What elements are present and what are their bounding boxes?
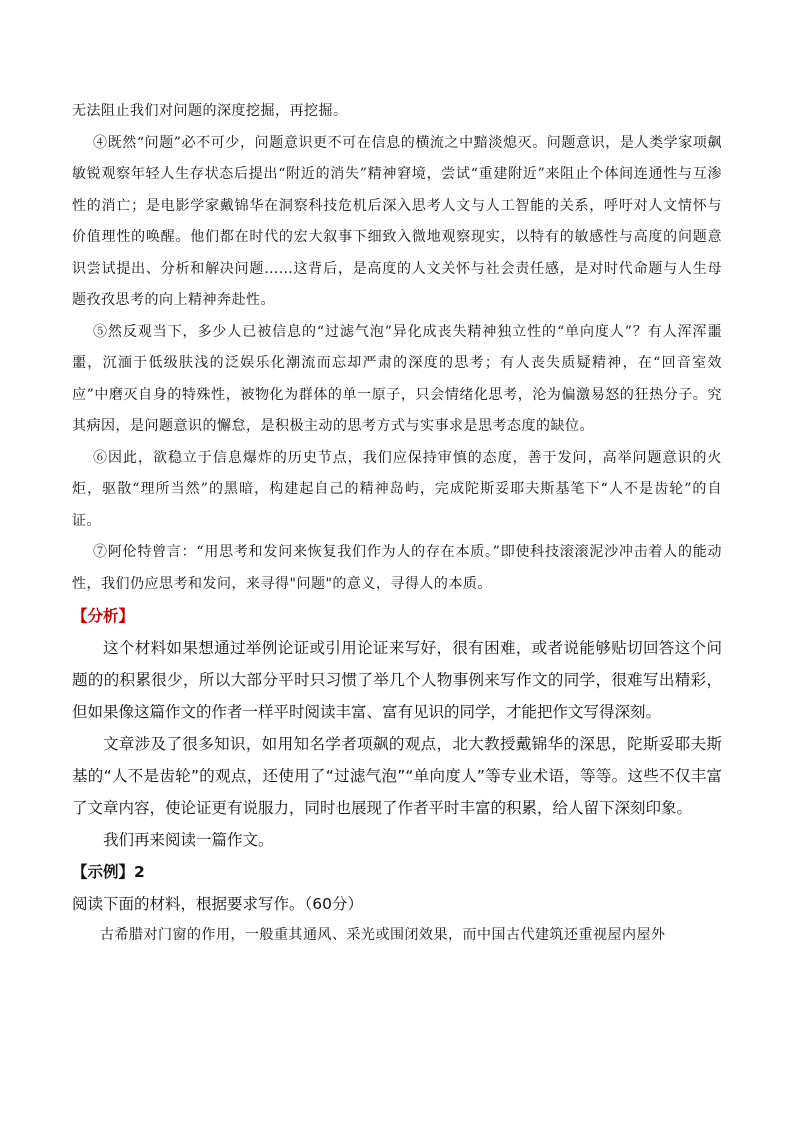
document-body: [72, 96, 722, 952]
essay-paragraph-4: ④既然“问题”必不可少，问题意识更不可在信息的横流之中黯淡熄灭。问题意识，是人类学家项飙敏锐观察年轻人生存状态后提出“附近的消失”精神窘境，尝试“重建附近”来阻止个体间连通性与互渗性的消亡；是电影学家戴锦华在洞察科技危机后深入思考人文与人工智能的关系，呼吁对人文情怀与价值理性的唤醒。他们都在时代的宏大叙事下细致入微地观察现实，以特有的敏感性与高度的问题意识尝试提出、分析和解决问题……这背后，是高度的人文关怀与社会责任感，是对时代命题与人生母题孜孜思考的向上精神奔赴性。: [72, 134, 722, 308]
analysis-paragraph-1: 这个材料如果想通过举例论证或引用论证来写好，很有困难，或者说能够贴切回答这个问题的的积累很少，所以大部分平时只习惯了举几个人物事例来写作文的同学，很难写出精彩，但如果像这篇作文的作者一样平时阅读丰富、富有见识的同学，才能把作文写得深刻。: [72, 639, 722, 721]
essay-paragraph-continuation: 无法阻止我们对问题的深度挖掘，再挖掘。: [72, 103, 348, 119]
essay-paragraph-7: ⑦阿伦特曾言：“用思考和发问来恢复我们作为人的存在本质。”即使科技滚滚泥沙冲击着人的能动性，我们仍应思考和发问，来寻得"问题"的意义，寻得人的本质。: [72, 544, 722, 592]
example-material: 古希腊对门窗的作用，一般重其通风、采光或围闭效果，而中国古代建筑还重视屋内屋外: [100, 927, 666, 943]
example-heading: 【示例】2: [72, 863, 145, 881]
analysis-heading: 【分析】: [72, 607, 135, 625]
example-instruction: 阅读下面的材料，根据要求写作。（60分）: [72, 895, 363, 913]
essay-paragraph-6: ⑥因此，欲稳立于信息爆炸的历史节点，我们应保持审慎的态度，善于发问，高举问题意识的火炬，驱散“理所当然”的黑暗，构建起自己的精神岛屿，完成陀斯妥耶夫斯基笔下“人不是齿轮”的自证。: [72, 449, 722, 529]
analysis-paragraph-2: 文章涉及了很多知识，如用知名学者项飙的观点，北大教授戴锦华的深思，陀斯妥耶夫斯基的“人不是齿轮”的观点，还使用了“过滤气泡”“单向度人”等专业术语，等等。这些不仅丰富了文章内容，使论证更有说服力，同时也展现了作者平时丰富的积累，给人留下深刻印象。: [72, 735, 722, 817]
analysis-paragraph-3: 我们再来阅读一篇作文。: [103, 831, 274, 849]
essay-paragraph-5: ⑤然反观当下，多少人已被信息的“过滤气泡”异化成丧失精神独立性的“单向度人”？有人浑浑噩噩，沉湎于低级肤浅的泛娱乐化潮流而忘却严肃的深度的思考；有人丧失质疑精神，在“回音室效应”中磨灭自身的特殊性，被物化为群体的单一原子，只会情绪化思考，沦为偏激易怒的狂热分子。究其病因，是问题意识的懈怠，是积极主动的思考方式与实事求是思考态度的缺位。: [72, 323, 722, 434]
